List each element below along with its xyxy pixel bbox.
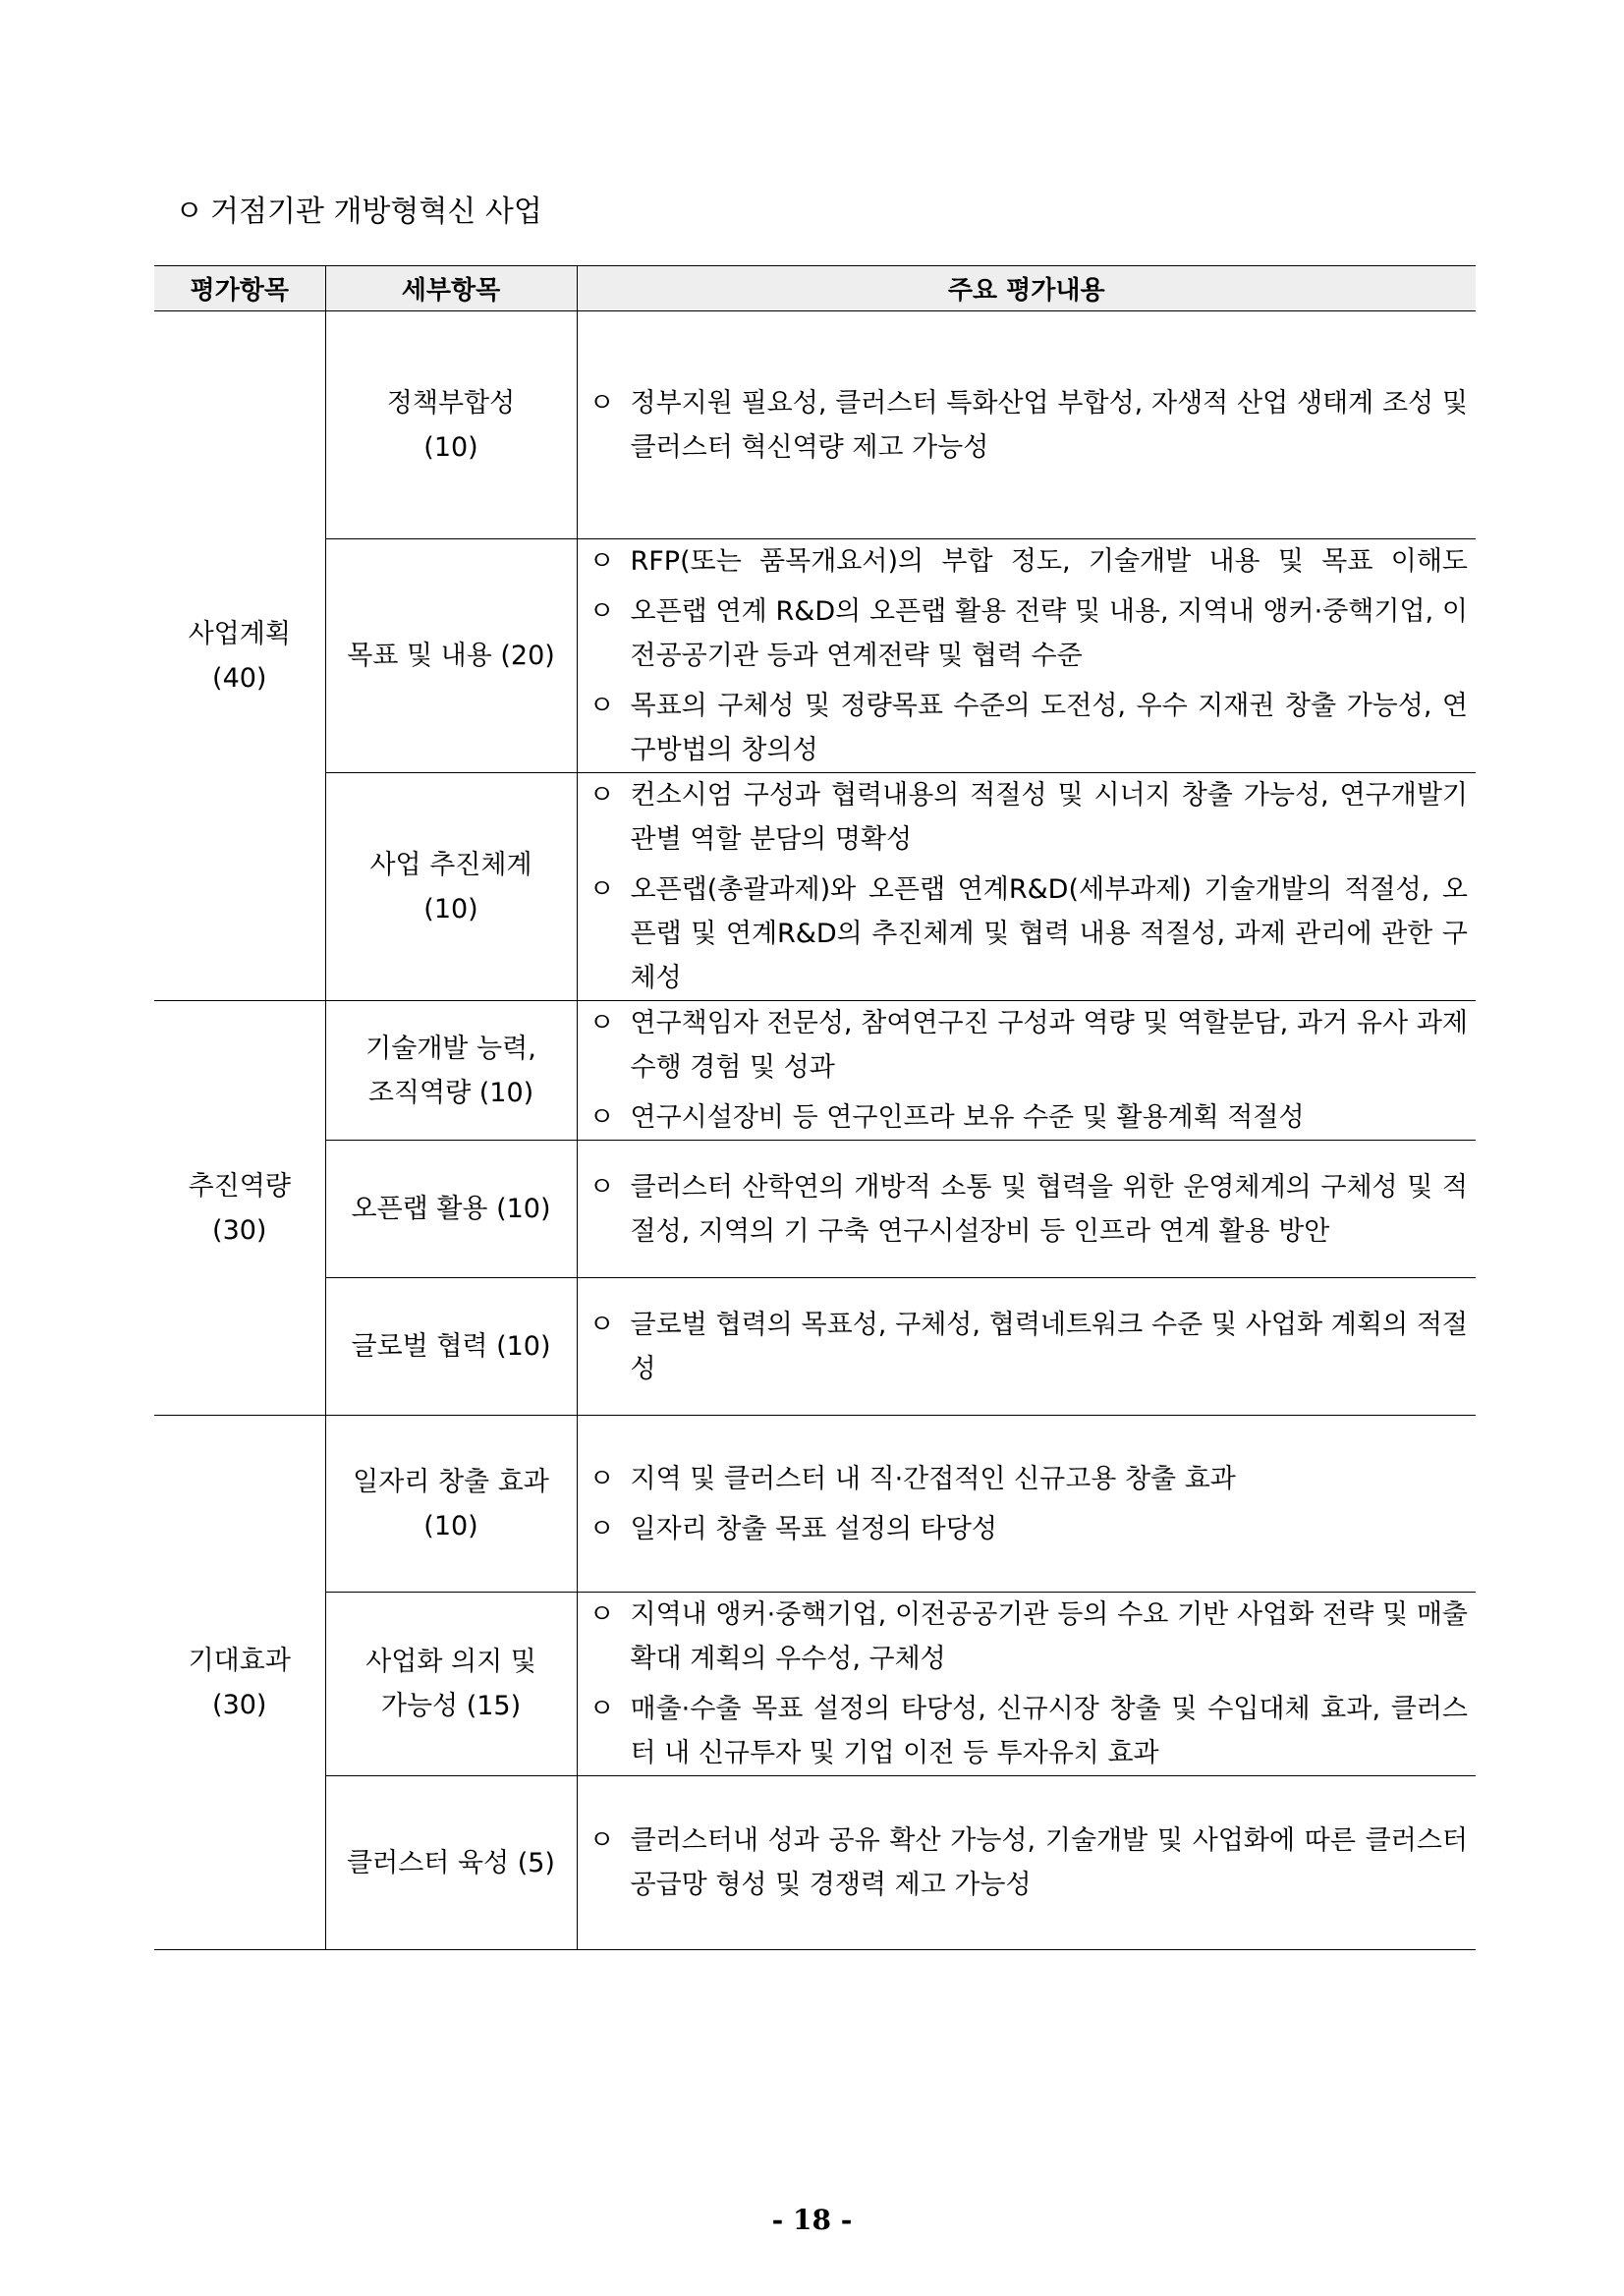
bullet-mark: ㅇ (588, 1825, 615, 1856)
subitem-label: 클러스터 육성 (5) (347, 1847, 555, 1878)
content-cell (577, 311, 1476, 539)
item-text: 컨소시엄 구성과 협력내용의 적절성 및 시너지 창출 가능성, 연구개발기관별 역할 분담의 명확성 (630, 780, 1468, 855)
item-text: 지역 및 클러스터 내 직·간접적인 신규고용 창출 효과 (630, 1463, 1236, 1494)
header-content: 주요 평가내용 (577, 266, 1476, 311)
bullet-mark: ㅇ (588, 596, 615, 627)
list-item (588, 1303, 1469, 1391)
table-row (154, 1141, 1476, 1278)
subitem-cell (325, 1776, 577, 1950)
bullet-mark: ㅇ (588, 387, 615, 419)
bullet-mark: ㅇ (588, 1694, 615, 1724)
header-subitem: 세부항목 (325, 266, 577, 311)
subitem-label: 기술개발 능력, (365, 1033, 536, 1064)
content-cell (577, 1141, 1476, 1278)
content-cell (577, 1776, 1476, 1950)
subitem-points: (10) (423, 893, 478, 924)
list-item (588, 1819, 1469, 1907)
subitem-points: 조직역량 (10) (367, 1077, 534, 1108)
list-item (588, 1687, 1469, 1775)
bullet-mark: ㅇ (588, 874, 615, 905)
category-points: (30) (212, 1689, 267, 1720)
section-heading (175, 193, 542, 232)
subitem-label: 오픈랩 활용 (10) (351, 1194, 551, 1224)
item-text: 연구시설장비 등 연구인프라 보유 수준 및 활용계획 적절성 (630, 1102, 1305, 1133)
subitem-points: 가능성 (15) (380, 1691, 522, 1721)
subitem-cell (325, 1278, 577, 1416)
item-text: 정부지원 필요성, 클러스터 특화산업 부합성, 자생적 산업 생태계 조성 및 클러스터 혁신역량 제고 가능성 (630, 387, 1468, 463)
subitem-label: 사업 추진체계 (369, 849, 532, 880)
subitem-cell (325, 1141, 577, 1278)
subitem-label: 일자리 창출 효과 (353, 1466, 549, 1497)
subitem-label: 정책부합성 (386, 387, 516, 419)
page-number: - 18 - (771, 2204, 853, 2236)
list-item (588, 1593, 1469, 1681)
table-row (154, 1593, 1476, 1776)
content-cell (577, 1593, 1476, 1776)
item-text: 매출·수출 목표 설정의 타당성, 신규시장 창출 및 수입대체 효과, 클러스터 내 신규투자 및 기업 이전 등 투자유치 효과 (630, 1694, 1468, 1768)
item-text: RFP(또는 품목개요서)의 부합 정도, 기술개발 내용 및 목표 이해도 (630, 546, 1468, 577)
table-row (154, 1416, 1476, 1593)
subitem-cell (325, 539, 577, 773)
list-item (588, 1507, 1469, 1551)
table-row (154, 311, 1476, 539)
subitem-cell (325, 1593, 577, 1776)
list-item (588, 773, 1469, 862)
list-item (588, 684, 1469, 772)
list-item (588, 539, 1469, 584)
item-text: 오픈랩 연계 R&D의 오픈랩 활용 전략 및 내용, 지역내 앵커·중핵기업, 이전공공기관 등과 연계전략 및 협력 수준 (630, 596, 1468, 671)
subitem-points: (10) (423, 431, 478, 463)
subitem-cell (325, 1001, 577, 1141)
subitem-cell (325, 1416, 577, 1593)
category-cell (154, 1001, 325, 1416)
table-row (154, 1001, 1476, 1141)
bullet-mark: ㅇ (588, 1599, 615, 1630)
list-item (588, 1095, 1469, 1140)
subitem-label: 목표 및 내용 (20) (347, 641, 555, 671)
content-cell (577, 773, 1476, 1001)
subitem-points: (10) (423, 1510, 478, 1541)
content-cell (577, 1278, 1476, 1416)
category-name: 추진역량 (188, 1170, 291, 1202)
bullet-mark: ㅇ (588, 1171, 615, 1203)
bullet-mark: ㅇ (588, 1008, 615, 1038)
list-item (588, 868, 1469, 1000)
subitem-label: 사업화 의지 및 (365, 1647, 536, 1677)
table-row (154, 1278, 1476, 1416)
item-text: 연구책임자 전문성, 참여연구진 구성과 역량 및 역할분담, 과거 유사 과제 수행 경험 및 성과 (630, 1008, 1468, 1083)
bullet-mark: ㅇ (588, 546, 615, 577)
bullet-mark: ㅇ (588, 691, 615, 721)
item-text: 목표의 구체성 및 정량목표 수준의 도전성, 우수 지재권 창출 가능성, 연구방법의 창의성 (630, 691, 1468, 765)
table-row (154, 1776, 1476, 1950)
list-item (588, 1165, 1469, 1254)
evaluation-table (154, 265, 1476, 1950)
heading-bullet: ㅇ (175, 195, 203, 229)
content-cell (577, 1001, 1476, 1141)
bullet-mark: ㅇ (588, 780, 615, 811)
header-category: 평가항목 (154, 266, 325, 311)
table-row (154, 539, 1476, 773)
category-points: (30) (212, 1214, 267, 1246)
bullet-mark: ㅇ (588, 1102, 615, 1133)
bullet-mark: ㅇ (588, 1309, 615, 1340)
bullet-mark: ㅇ (588, 1463, 615, 1494)
list-item (588, 1457, 1469, 1501)
table-row (154, 773, 1476, 1001)
category-cell (154, 311, 325, 1001)
heading-text: 거점기관 개방형혁신 사업 (210, 195, 542, 229)
subitem-cell (325, 311, 577, 539)
list-item (588, 381, 1469, 470)
bullet-mark: ㅇ (588, 1513, 615, 1544)
item-text: 클러스터 산학연의 개방적 소통 및 협력을 위한 운영체계의 구체성 및 적절성, 지역의 기 구축 연구시설장비 등 인프라 연계 활용 방안 (630, 1171, 1468, 1247)
content-cell (577, 539, 1476, 773)
category-points: (40) (212, 662, 267, 694)
item-text: 지역내 앵커·중핵기업, 이전공공기관 등의 수요 기반 사업화 전략 및 매출 확대 계획의 우수성, 구체성 (630, 1599, 1468, 1674)
table-header-row (154, 266, 1476, 311)
list-item (588, 589, 1469, 678)
list-item (588, 1001, 1469, 1090)
item-text: 클러스터내 성과 공유 확산 가능성, 기술개발 및 사업화에 따른 클러스터 공급망 형성 및 경쟁력 제고 가능성 (630, 1825, 1468, 1900)
item-text: 오픈랩(총괄과제)와 오픈랩 연계R&D(세부과제) 기술개발의 적절성, 오픈랩 및 연계R&D의 추진체계 및 협력 내용 적절성, 과제 관리에 관한 구체성 (630, 874, 1468, 993)
item-text: 글로벌 협력의 목표성, 구체성, 협력네트워크 수준 및 사업화 계획의 적절성 (630, 1309, 1468, 1384)
category-cell (154, 1416, 325, 1950)
content-cell (577, 1416, 1476, 1593)
category-name: 기대효과 (188, 1645, 291, 1676)
subitem-label: 글로벌 협력 (10) (351, 1331, 551, 1362)
subitem-cell (325, 773, 577, 1001)
category-name: 사업계획 (188, 618, 291, 649)
item-text: 일자리 창출 목표 설정의 타당성 (630, 1513, 997, 1544)
